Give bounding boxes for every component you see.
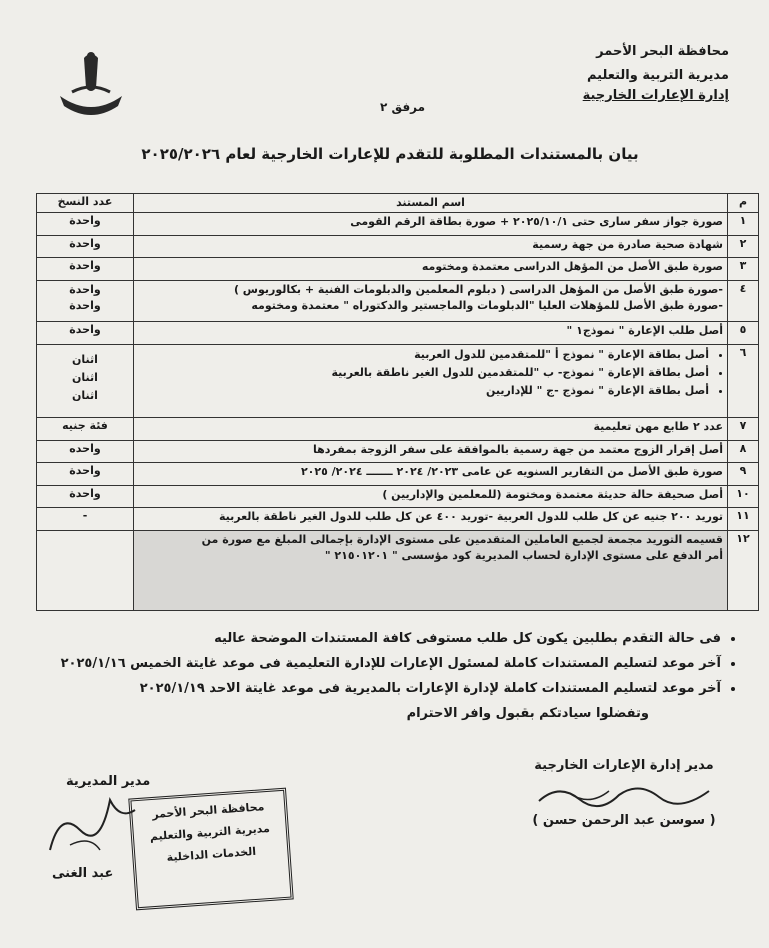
row-num: ٣ [728, 258, 759, 281]
row-count: واحدة [37, 463, 134, 486]
row-num: ٤ [728, 280, 759, 322]
bullet-list [138, 346, 723, 400]
row-num: ٩ [728, 463, 759, 486]
note-item: • فى حالة التقدم بطلبين يكون كل طلب مستوفى كافة المستندات الموضحة عاليه [39, 628, 721, 650]
stamp-line: الخدمات الداخلية [166, 844, 257, 865]
row-count [37, 531, 134, 611]
table-row [37, 213, 759, 236]
row-num: ٢ [728, 235, 759, 258]
row-doc: صورة طبق الأصل من المؤهل الدراسى معتمدة ومختومه [134, 258, 728, 281]
row-doc-line: أمر الدفع على مستوى الإدارة لحساب المديرية كود مؤسسى " ٢١٥٠١٢٠١ " [324, 549, 723, 562]
director-signature [40, 790, 140, 860]
table-row [37, 463, 759, 486]
row-doc-multi [134, 531, 728, 611]
row-doc-multi [134, 280, 728, 322]
table-row [37, 418, 759, 441]
row-doc: عدد ٢ طابع مهن تعليمية [134, 418, 728, 441]
col-num-header: م [728, 194, 759, 213]
manager-signature-block [529, 758, 719, 828]
director-name: عبد الغنى [52, 866, 114, 881]
row-doc: أصل طلب الإعارة " نموذج١ " [134, 322, 728, 345]
notes-list [39, 628, 739, 700]
director-title: مدير المديرية [66, 774, 151, 789]
bullet-item: • أصل بطاقة الإعارة " نموذج -ج " للإداريين [138, 382, 709, 400]
row-count: واحدة [37, 213, 134, 236]
row-num: ٦ [728, 344, 759, 418]
row-doc: توريد ٢٠٠ جنيه عن كل طلب للدول العربية -توريد ٤٠٠ عن كل طلب للدول الغير ناطقة بالعربية [134, 508, 728, 531]
notes-section [39, 628, 739, 725]
documents-table [36, 193, 759, 611]
bullet-item: • أصل بطاقة الإعارة " نموذج- ب "للمتقدمين للدول الغير ناطقة بالعربية [138, 364, 709, 382]
col-doc-header: اسم المستند [134, 194, 728, 213]
row-count-line: اثنان [72, 388, 98, 402]
row-count: فئة جنيه [37, 418, 134, 441]
table-row [37, 322, 759, 345]
manager-name: ( سوسن عبد الرحمن حسن ) [532, 813, 716, 828]
row-num: ١٠ [728, 485, 759, 508]
row-count: واحدة [37, 258, 134, 281]
row-count-line: واحدة [69, 282, 101, 296]
ministry-logo [52, 48, 130, 118]
row-num: ٨ [728, 440, 759, 463]
note-item: • آخر موعد لتسليم المستندات كاملة لمسئول الإعارات للإدارة التعليمية فى موعد غايتة الخميس ٢٠٢٥/١/١٦ [39, 653, 721, 675]
table-row [37, 280, 759, 322]
row-num: ١ [728, 213, 759, 236]
table-row [37, 235, 759, 258]
row-doc: صورة جواز سفر سارى حتى ٢٠٢٥/١٠/١ + صورة بطاقة الرقم القومى [134, 213, 728, 236]
row-count: واحدة [37, 485, 134, 508]
table-header-row [37, 194, 759, 213]
department-name: إدارة الإعارات الخارجية [582, 88, 729, 103]
stamp-line: مديرية التربية والتعليم [149, 821, 271, 844]
row-num: ١١ [728, 508, 759, 531]
governorate-name: محافظة البحر الأحمر [596, 44, 729, 59]
directorate-name: مديرية التربية والتعليم [586, 68, 729, 83]
row-doc: شهادة صحية صادرة من جهة رسمية [134, 235, 728, 258]
row-num: ٥ [728, 322, 759, 345]
row-count-line: واحدة [69, 298, 101, 312]
row-doc-bullets [134, 344, 728, 418]
row-count-line: اثنان [72, 352, 98, 366]
row-doc: صورة طبق الأصل من التقارير السنويه عن عامى ٢٠٢٣/ ٢٠٢٤ ـــــــ ٢٠٢٤/ ٢٠٢٥ [134, 463, 728, 486]
official-stamp [128, 788, 293, 911]
row-doc: أصل إقرار الزوج معتمد من جهة رسمية بالموافقة على سفر الزوجة بمفردها [134, 440, 728, 463]
handwritten-signature [529, 773, 719, 813]
row-doc: أصل صحيفة حالة حديثة معتمدة ومختومة (للمعلمين والإداريين ) [134, 485, 728, 508]
row-doc-line: قسيمه التوريد مجمعة لجميع العاملين المتقدمين على مستوى الإدارة بإجمالى المبلغ مع صورة من [201, 533, 723, 546]
row-doc-line: -صورة طبق الأصل للمؤهلات العليا "الدبلومات والماجستير والدكتوراه " معتمدة ومختومه [251, 298, 723, 312]
row-count-line: اثنان [72, 370, 98, 384]
row-count: واحدة [37, 235, 134, 258]
row-count-multi [37, 344, 134, 418]
row-count: واحده [37, 440, 134, 463]
row-count: - [37, 508, 134, 531]
manager-title: مدير إدارة الإعارات الخارجية [534, 758, 714, 773]
table-row [37, 344, 759, 418]
row-doc-line: -صورة طبق الأصل من المؤهل الدراسى ( دبلوم المعلمين والدبلومات الفنية + بكالوريوس ) [233, 282, 723, 296]
closing-text: وتفضلوا سيادتكم بقبول وافر الاحترام [406, 706, 649, 721]
row-count: واحدة [37, 322, 134, 345]
note-item: • آخر موعد لتسليم المستندات كاملة لإدارة الإعارات بالمديرية فى موعد غايتة الاحد ٢٠٢٥/١/١٩ [39, 678, 721, 700]
row-num: ١٢ [728, 531, 759, 611]
annex-label: مرفق ٢ [380, 100, 426, 114]
table-row [37, 508, 759, 531]
col-count-header: عدد النسخ [37, 194, 134, 213]
stamp-line: محافظة البحر الأحمر [151, 800, 265, 821]
row-num: ٧ [728, 418, 759, 441]
page-title: بيان بالمستندات المطلوبة للتقدم للإعارات الخارجية لعام ٢٠٢٥/٢٠٢٦ [141, 145, 639, 163]
table-row [37, 485, 759, 508]
row-count-multi [37, 280, 134, 322]
table-row [37, 531, 759, 611]
table-row [37, 258, 759, 281]
bullet-item: • أصل بطاقة الإعارة " نموذج أ "للمتقدمين للدول العربية [138, 346, 709, 364]
table-row [37, 440, 759, 463]
